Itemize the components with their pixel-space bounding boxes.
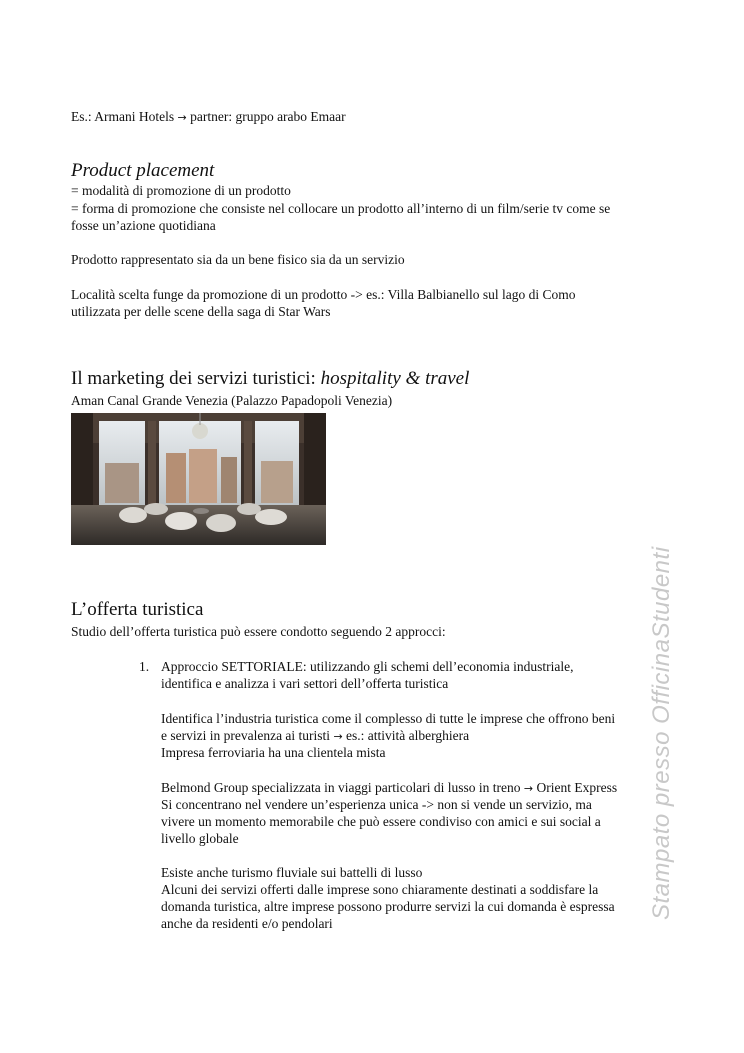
item3-line1-b: Orient Express xyxy=(536,780,618,795)
pp-paragraph-3b: utilizzata per delle scene della saga di Star Wars xyxy=(71,304,331,319)
arrow-right-icon: → xyxy=(523,782,534,795)
marketing-heading-main: Il marketing dei servizi turistici: xyxy=(71,368,321,389)
item4-line2: Alcuni dei servizi offerti dalle imprese sono chiaramente destinati a soddisfare la xyxy=(161,882,599,897)
pp-definition-2a: = forma di promozione che consiste nel collocare un prodotto all’interno di un film/serie tv come se xyxy=(71,201,611,216)
item2-line3: Impresa ferroviaria ha una clientela mista xyxy=(161,745,386,760)
offerta-subtitle: Studio dell’offerta turistica può essere condotto seguendo 2 approcci: xyxy=(71,624,446,639)
pp-paragraph-2: Prodotto rappresentato sia da un bene fisico sia da un servizio xyxy=(71,252,405,267)
item2-line2-b: es.: attività alberghiera xyxy=(346,728,470,743)
offerta-heading: L’offerta turistica xyxy=(71,599,204,620)
item4-line1: Esiste anche turismo fluviale sui battelli di lusso xyxy=(161,865,423,880)
pp-definition-2b: fosse un’azione quotidiana xyxy=(71,218,216,233)
aman-subtitle: Aman Canal Grande Venezia (Palazzo Papadopoli Venezia) xyxy=(71,393,393,408)
item4-line4: anche da residenti e/o pendolari xyxy=(161,916,333,931)
pp-definition-1: = modalità di promozione di un prodotto xyxy=(71,183,291,198)
item3-line1 xyxy=(161,779,617,797)
armani-text: Es.: Armani Hotels xyxy=(71,109,175,124)
item2-line2 xyxy=(161,727,469,745)
item2-line2-a: e servizi in prevalenza ai turisti xyxy=(161,728,331,743)
marketing-heading-italic: hospitality & travel xyxy=(320,368,470,389)
armani-partner-text: partner: gruppo arabo Emaar xyxy=(190,109,346,124)
item3-line3: vivere un momento memorabile che può essere condiviso con amici e sui social a xyxy=(161,814,601,829)
marketing-heading xyxy=(71,368,469,390)
arrow-right-icon: → xyxy=(333,730,343,743)
pp-paragraph-3a: Località scelta funge da promozione di un prodotto -> es.: Villa Balbianello sul lago di Como xyxy=(71,287,576,302)
item2-line1: Identifica l’industria turistica come il complesso di tutte le imprese che offrono beni xyxy=(161,711,616,726)
line-armani xyxy=(71,108,346,126)
hotel-interior-photo xyxy=(71,413,326,545)
arrow-right-icon: → xyxy=(177,111,187,124)
watermark: Stampato presso OfficinaStudenti xyxy=(648,546,675,920)
item4-line3: domanda turistica, altre imprese possono produrre servizi la cui domanda è espressa xyxy=(161,899,615,914)
item1-line1: Approccio SETTORIALE: utilizzando gli schemi dell’economia industriale, xyxy=(161,659,574,674)
list-number: 1. xyxy=(139,659,150,674)
item3-line2: Si concentrano nel vendere un’esperienza unica -> non si vende un servizio, ma xyxy=(161,797,592,812)
item3-line1-a: Belmond Group specializzata in viaggi particolari di lusso in treno xyxy=(161,780,521,795)
item1-line2: identifica e analizza i vari settori dell’offerta turistica xyxy=(161,676,449,691)
product-placement-heading: Product placement xyxy=(71,160,215,181)
item3-line4: livello globale xyxy=(161,831,239,846)
